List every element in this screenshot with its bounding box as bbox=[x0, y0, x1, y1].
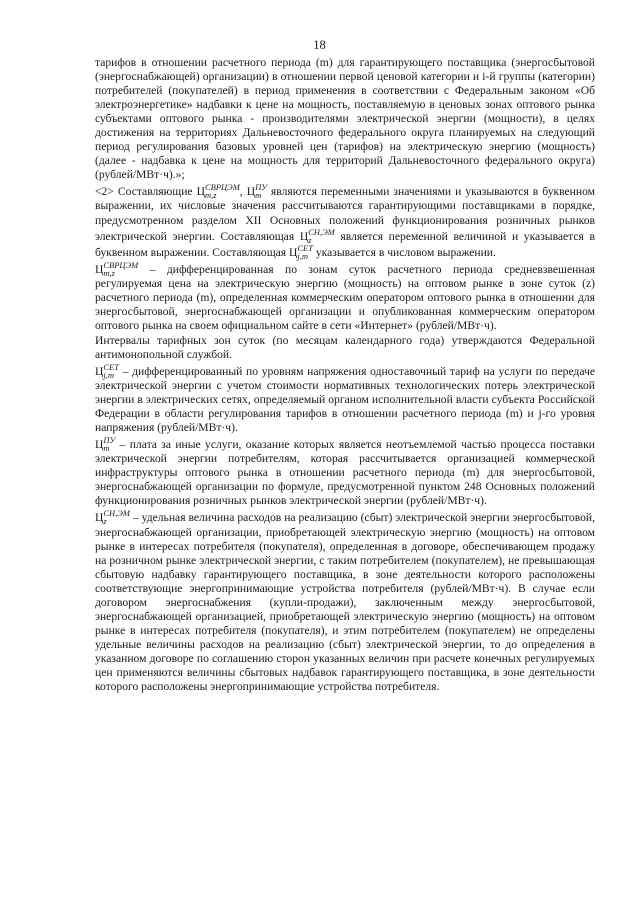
symbol-svrcem: Ц СВРЦЭМ m,z bbox=[95, 259, 139, 278]
paragraph-set-definition: Ц СЕТ j,m – дифференцированный по уровням напряжения одноставочный тариф на услуги по передаче электрической энергии с учетом стоимости нормативных технологических потерь электрической энергии в электрических сетях, определяемый органом исполнительной власти субъекта Российской Федерации в области регулирования тарифов в отношении расчетного периода (m) и j-го уровня напряжения (рублей/МВт·ч). bbox=[95, 361, 595, 435]
symbol-sn-em: Ц СН,ЭМ z bbox=[95, 508, 130, 527]
symbol-set: Ц СЕТ j,m bbox=[289, 242, 313, 261]
page-number: 18 bbox=[313, 38, 326, 52]
note-2-lead: <2> Составляющие bbox=[95, 185, 197, 199]
paragraph-tariffs: тарифов в отношении расчетного периода (m) для гарантирующего поставщика (энергосбытовой (энергоснабжающей) организации) в отношении первой ценовой категории и i-й группы (категории) потребителей (покупателей) в период применения в соответствии с Федеральным законом «Об электроэнергетике» надбавки к цене на мощность, поставляемую в ценовых зонах оптового рынка субъектами оптового рынка - производителями электрической энергии (мощности), в целях достижения на территориях Дальневосточного федерального округа планируемых на следующий период регулирования базовых уровней цен (тарифов) на электрическую энергию (мощность) (далее - надбавка к цене на мощность для территорий Дальневосточного федерального округа) (рублей/МВт·ч).»; bbox=[95, 56, 595, 182]
paragraph-sn-em-definition: Ц СН,ЭМ z – удельная величина расходов на реализацию (сбыт) электрической энергии энергосбытовой, энергоснабжающей организации, приобретающей электрическую энергию (мощность) на оптовом рынке в интересах потребителя (покупателя), определенная в договоре, обеспечивающем продажу на розничном рынке электрической энергии, с таким потребителем (покупателем), не превышающая сбытовую надбавку гарантирующего поставщика, в зоне деятельности которого расположены соответствующие энергопринимающие устройства потребителя (рублей/МВт·ч). В случае если договором энергоснабжения (купли-продажи), заключенным между энергосбытовой, энергоснабжающей организацией, приобретающей электрическую энергию (мощность) на оптовом рынке в интересах потребителя (покупателя), и этим потребителем (покупателем) не определены удельные величины расходов на реализацию (сбыт) электрической энергии, то до определения в указанном договоре по соглашению сторон указанных величин при расчете конечных регулируемых цен применяются величины сбытовых надбавок гарантирующего поставщика, в зоне деятельности которого расположены энергопринимающие устройства потребителя. bbox=[95, 508, 595, 694]
note-2-text-2: является переменной величиной и указывается в буквенном выражении. Составляющая bbox=[95, 229, 595, 259]
symbol-pu: Ц ПУ m bbox=[95, 435, 116, 454]
note-2-text-1: являются переменными значениями и указываются в буквенном выражении, их числовые значения рассчитываются гарантирующими поставщиками в порядке, предусмотренном разделом XII Основных положений функционирования розничных рынков электрической энергии. Составляющая bbox=[95, 185, 596, 243]
note-2-text-3: указывается в числовом выражении. bbox=[312, 245, 496, 259]
symbol-set: Ц СЕТ j,m bbox=[95, 361, 119, 380]
paragraph-pu-definition: Ц ПУ m – плата за иные услуги, оказание которых является неотъемлемой частью процесса поставки электрической энергии потребителям, которая рассчитывается организацией коммерческой инфраструктуры оптового рынка в отношении расчетного периода (m) для энергосбытовой, энергоснабжающей организации по формуле, предусмотренной пунктом 248 Основных положений функционирования розничных рынков электрической энергии (рублей/МВт·ч). bbox=[95, 435, 595, 508]
symbol-pu: Ц ПУ m bbox=[246, 182, 267, 201]
symbol-sn-em: Ц СН,ЭМ z bbox=[299, 226, 335, 245]
paragraph-svrcem-definition: Ц СВРЦЭМ m,z – дифференцированная по зонам суток расчетного периода средневзвешенная регулируемая цена на электрическую энергию (мощность) на оптовом рынке в зоне суток (z) расчетного периода (m), определенная коммерческим оператором оптового рынка в отношении для энергосбытовой, энергоснабжающей организации и опубликованная коммерческим оператором оптового рынка на своем официальном сайте в сети «Интернет» (рублей/МВт·ч). bbox=[95, 259, 595, 332]
paragraph-tariff-zones: Интервалы тарифных зон суток (по месяцам календарного года) утверждаются Федеральной антимонопольной службой. bbox=[95, 333, 595, 361]
symbol-svrcem: Ц СВРЦЭМ m,z bbox=[196, 182, 240, 201]
paragraph-note-2: <2> Составляющие Ц СВРЦЭМ m,z , Ц ПУ m являются переменными значениями и указываются в буквенном выражении, их числовые значения рассчитываются гарантирующими поставщиками в порядке, предусмотренном разделом XII Основных положений функционирования розничных рынков электрической энергии. Составляющая Ц СН,ЭМ z является переменной величиной и указывается в буквенном выражении. Составляющая Ц СЕТ j,m указывается в числовом выражении. bbox=[95, 182, 596, 261]
document-body bbox=[95, 56, 595, 694]
